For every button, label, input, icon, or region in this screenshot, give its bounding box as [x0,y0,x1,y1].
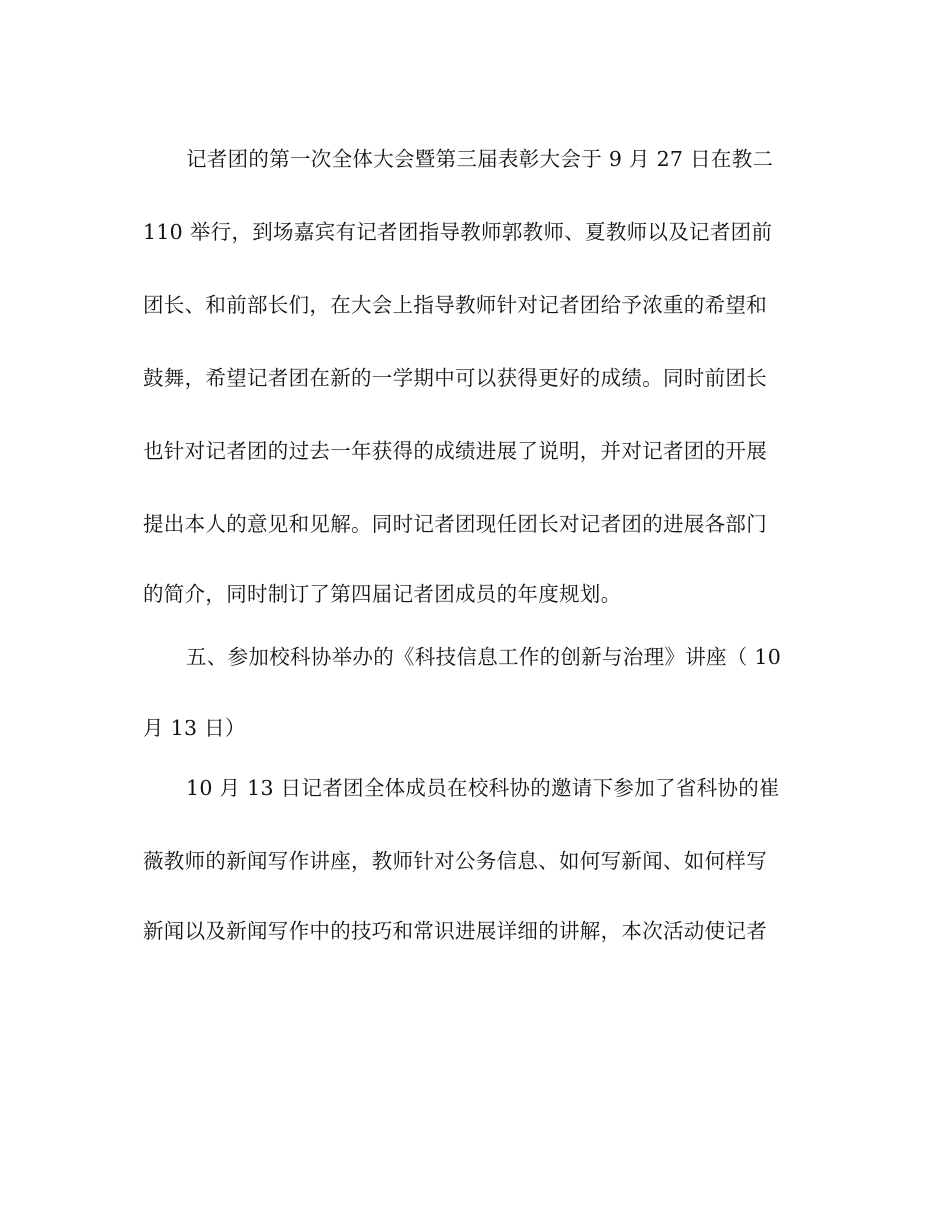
paragraph-2-line-3: 新闻以及新闻写作中的技巧和常识进展详细的讲解，本次活动使记者 [143,919,767,943]
paragraph-1-line-4: 鼓舞，希望记者团在新的一学期中可以获得更好的成绩。同时前团长 [143,366,767,390]
paragraph-2-line-2: 薇教师的新闻写作讲座，教师针对公务信息、如何写新闻、如何样写 [143,849,767,873]
section-heading-line-2: 月 13 日） [143,716,246,740]
paragraph-1-line-1: 记者团的第一次全体大会暨第三届表彰大会于 9 月 27 日在教二 [186,147,774,171]
paragraph-1-line-5: 也针对记者团的过去一年获得的成绩进展了说明，并对记者团的开展 [143,439,767,463]
paragraph-1-line-2: 110 举行，到场嘉宾有记者团指导教师郭教师、夏教师以及记者团前 [143,220,773,244]
section-heading-line-1: 五、参加校科协举办的《科技信息工作的创新与治理》讲座（ 10 [186,645,782,669]
paragraph-1-line-7: 的简介，同时制订了第四届记者团成员的年度规划。 [143,582,622,606]
paragraph-1-line-3: 团长、和前部长们，在大会上指导教师针对记者团给予浓重的希望和 [143,293,767,317]
paragraph-2-line-1: 10 月 13 日记者团全体成员在校科协的邀请下参加了省科协的崔 [186,776,780,800]
paragraph-1-line-6: 提出本人的意见和见解。同时记者团现任团长对记者团的进展各部门 [143,512,767,536]
